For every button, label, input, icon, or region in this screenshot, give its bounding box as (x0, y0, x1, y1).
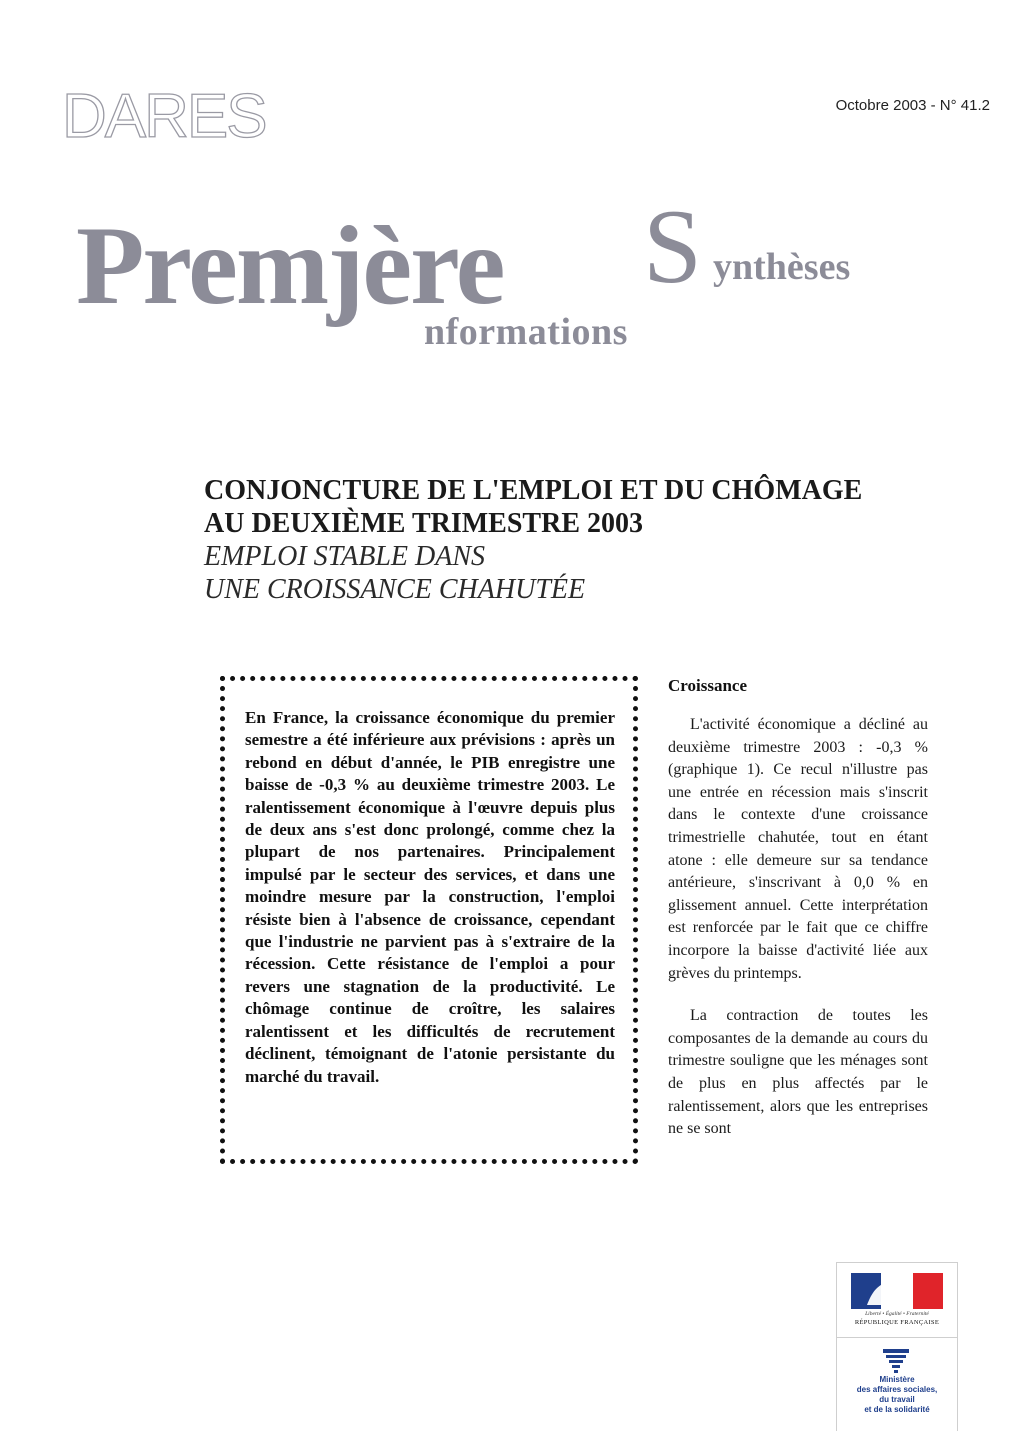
subtitle-line-1: EMPLOI STABLE DANS (204, 541, 486, 572)
body-column (668, 676, 928, 1161)
masthead-syntheses-initial: S (643, 188, 702, 305)
masthead-premiere: Premjère (76, 204, 504, 328)
dares-logo: DARES (62, 82, 266, 151)
ministry-emblem-icon (881, 1347, 911, 1373)
subtitle-line-2: UNE CROISSANCE CHAHUTÉE (204, 574, 586, 605)
title-line-2: AU DEUXIÈME TRIMESTRE 2003 (204, 508, 643, 539)
summary-box (220, 676, 638, 1164)
title-line-1: CONJONCTURE DE L'EMPLOI ET DU CHÔMAGE (204, 475, 863, 506)
marianne-flag-icon (851, 1273, 943, 1309)
republique-francaise: RÉPUBLIQUE FRANÇAISE (854, 1319, 940, 1326)
masthead-syntheses: ynthèses (713, 246, 851, 288)
body-paragraph-2: La contraction de toutes les composantes de la demande au cours du trimestre souligne que les ménages sont de plus en plus affectés par le ralentissement, alors que les entreprises ne se sont (668, 1007, 928, 1138)
summary-text: En France, la croissance économique du premier semestre a été inférieure aux prévisions : après un rebond en début d'année, le PIB enregistre une baisse de -0,3 % au deuxième trimestre 2003. Le ralentissement économique à l'œuvre depuis plus de deux ans s'est donc prolongé, comme chez la plupart de nos partenaires. Principalement impulsé par le secteur des services, et dans une moindre mesure par la construction, l'emploi résiste bien à l'absence de croissance, cependant que l'industrie ne parvient pas à s'extraire de la récession. Cette résistance de l'emploi a pour revers une stagnation de la productivité. Le chômage continue de croître, les salaires ralentissent et les difficultés de recrutement déclinent, témoignant de l'atonie persistante du marché du travail. (245, 708, 615, 1086)
section-heading-croissance: Croissance (668, 676, 748, 695)
article-title (204, 474, 984, 606)
body-paragraph-1: L'activité économique a décliné au deuxième trimestre 2003 : -0,3 % (graphique 1). Ce recul n'illustre pas une entrée en récession mais s'inscrit dans le contexte d'une croissance trimestrielle chahutée, tout en étant atone : elle demeure sur sa tendance antérieure, s'inscrivant à 0,0 % en glissement annuel. Cette interprétation est renforcée par le fait que ce chiffre incorpore la baisse d'activité liée aux grèves du printemps. (668, 716, 928, 982)
ministry-logo (836, 1262, 958, 1431)
republic-motto: Liberté • Égalité • Fraternité (865, 1311, 929, 1317)
ministry-name: Ministère des affaires sociales, du travail et de la solidarité (856, 1375, 938, 1414)
masthead (76, 188, 956, 360)
masthead-informations: nformations (424, 311, 628, 353)
issue-date: Octobre 2003 - N° 41.2 (835, 97, 990, 114)
